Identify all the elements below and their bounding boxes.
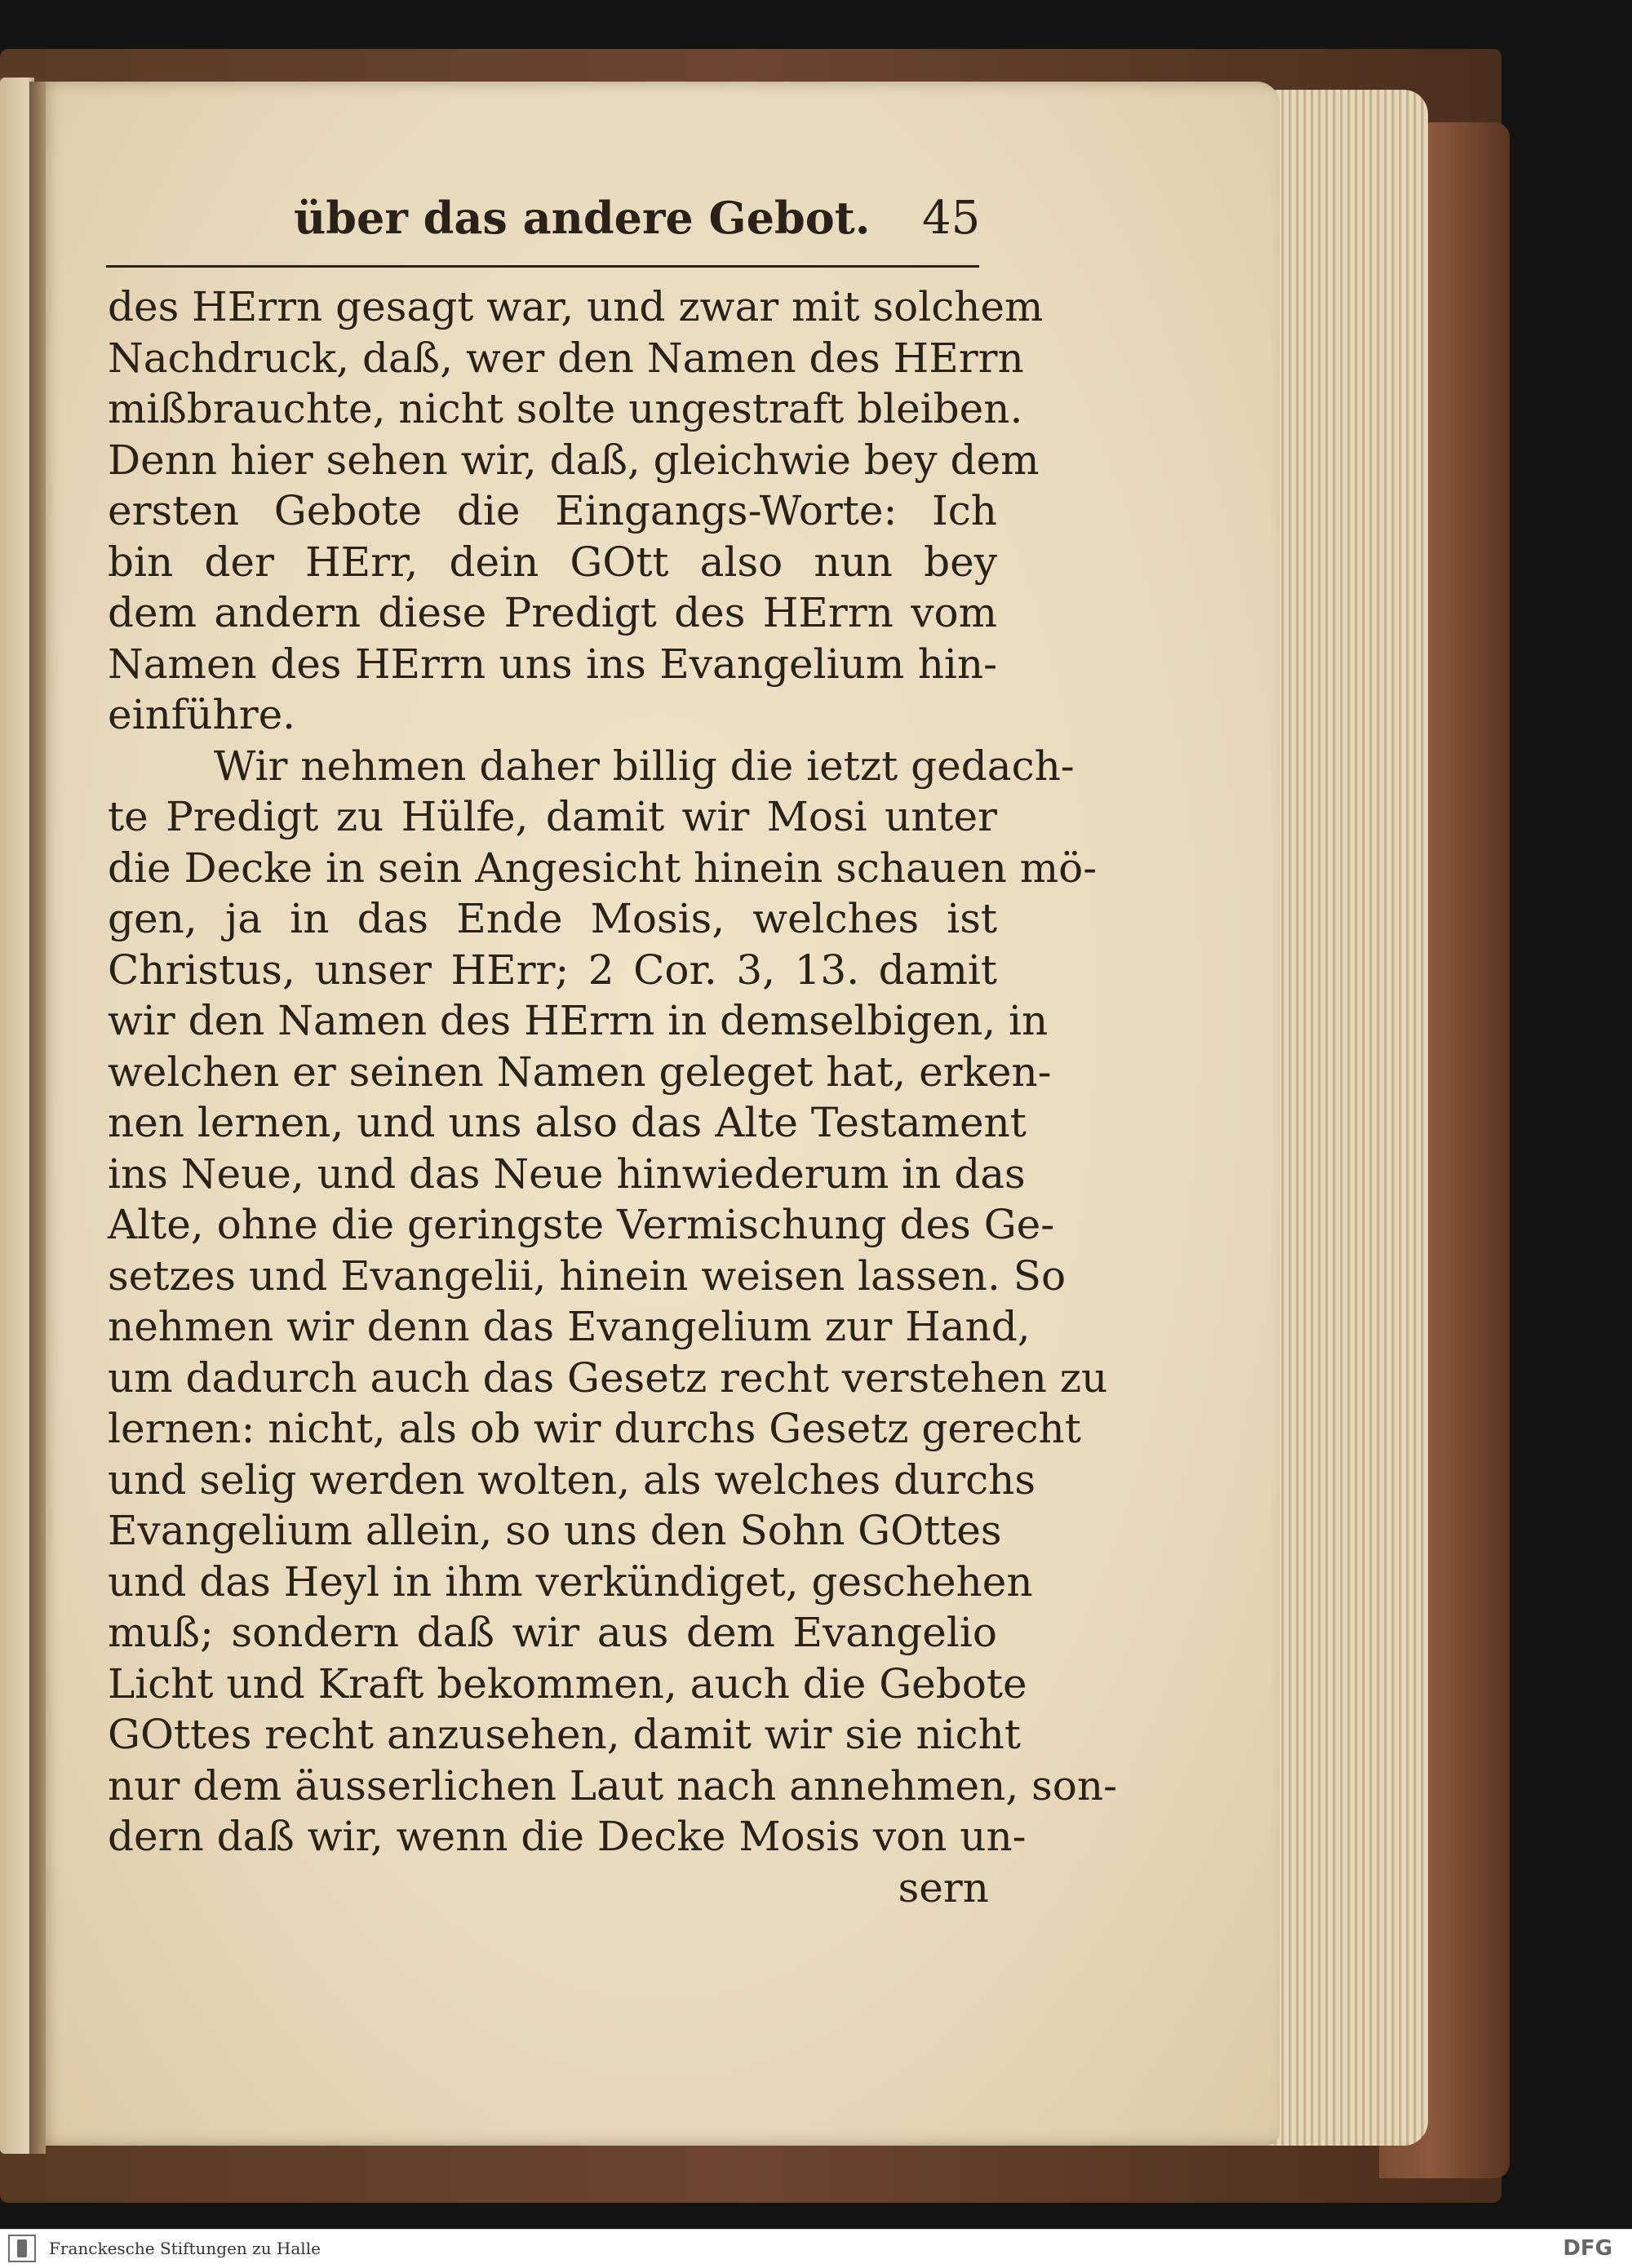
text-line: nur dem äusserlichen Laut nach annehmen, son- — [108, 1761, 1117, 1810]
text-line: und das Heyl in ihm verkündiget, geschehen — [108, 1557, 1033, 1606]
text-line: Evangelium allein, so uns den Sohn GOttes — [108, 1507, 1002, 1554]
running-title: über das andere Gebot. — [294, 192, 871, 244]
header-rule — [106, 265, 979, 268]
text-line: Denn hier sehen wir, daß, gleichwie bey dem — [108, 436, 1040, 484]
text-line: gen, ja in das Ende Mosis, welches ist — [108, 895, 997, 942]
page-body-text — [108, 281, 1117, 1913]
text-line: te Predigt zu Hülfe, damit wir Mosi unter — [108, 793, 997, 840]
text-line: die Decke in sein Angesicht hinein schauen mö- — [108, 844, 1098, 892]
text-line: und selig werden wolten, als welches durchs — [108, 1455, 1036, 1504]
page-header — [106, 126, 979, 281]
text-line: um dadurch auch das Gesetz recht verstehen zu — [108, 1353, 1108, 1402]
text-line: dem andern diese Predigt des HErrn vom — [108, 589, 997, 636]
text-line: Namen des HErrn uns ins Evangelium hin- — [108, 640, 997, 688]
dfg-logo: DFG — [1563, 2236, 1612, 2261]
text-line: dern daß wir, wenn die Decke Mosis von un- — [108, 1813, 1027, 1860]
text-line: Alte, ohne die geringste Vermischung des Ge- — [108, 1201, 1055, 1248]
text-line: einführe. — [108, 691, 296, 738]
text-line: setzes und Evangelii, hinein weisen lassen. So — [108, 1251, 1067, 1300]
text-line: Licht und Kraft bekommen, auch die Gebote — [108, 1659, 1027, 1708]
text-line: des HErrn gesagt war, und zwar mit solchem — [108, 283, 1044, 330]
franckesche-stiftungen-logo-icon — [8, 2235, 36, 2262]
text-line: Christus, unser HErr; 2 Cor. 3, 13. damit — [108, 946, 997, 994]
text-line: nen lernen, und uns also das Alte Testament — [108, 1099, 1027, 1146]
text-line: GOttes recht anzusehen, damit wir sie nicht — [108, 1711, 1021, 1758]
text-line: Nachdruck, daß, wer den Namen des HErrn — [108, 334, 1024, 382]
text-line: bin der HErr, dein GOtt also nun bey — [108, 538, 997, 586]
text-line: wir den Namen des HErrn in demselbigen, in — [108, 997, 1049, 1044]
text-line: mißbrauchte, nicht solte ungestraft bleiben. — [108, 385, 1023, 432]
viewer-footer-strip — [0, 2229, 1632, 2268]
text-line: lernen: nicht, als ob wir durchs Gesetz gerecht — [108, 1405, 1081, 1452]
catchword: sern — [898, 1863, 989, 1911]
text-line: ins Neue, und das Neue hinwiederum in das — [108, 1150, 1026, 1198]
institution-name: Franckesche Stiftungen zu Halle — [49, 2239, 321, 2258]
book-gutter — [29, 82, 46, 2154]
text-line: Wir nehmen daher billig die ietzt gedach- — [214, 742, 1075, 790]
text-line: muß; sondern daß wir aus dem Evangelio — [108, 1609, 997, 1656]
text-line: nehmen wir denn das Evangelium zur Hand, — [108, 1303, 1031, 1350]
text-line: welchen er seinen Namen geleget hat, erken- — [108, 1048, 1052, 1096]
text-line: ersten Gebote die Eingangs-Worte: Ich — [108, 487, 997, 534]
page-number: 45 — [922, 192, 981, 245]
